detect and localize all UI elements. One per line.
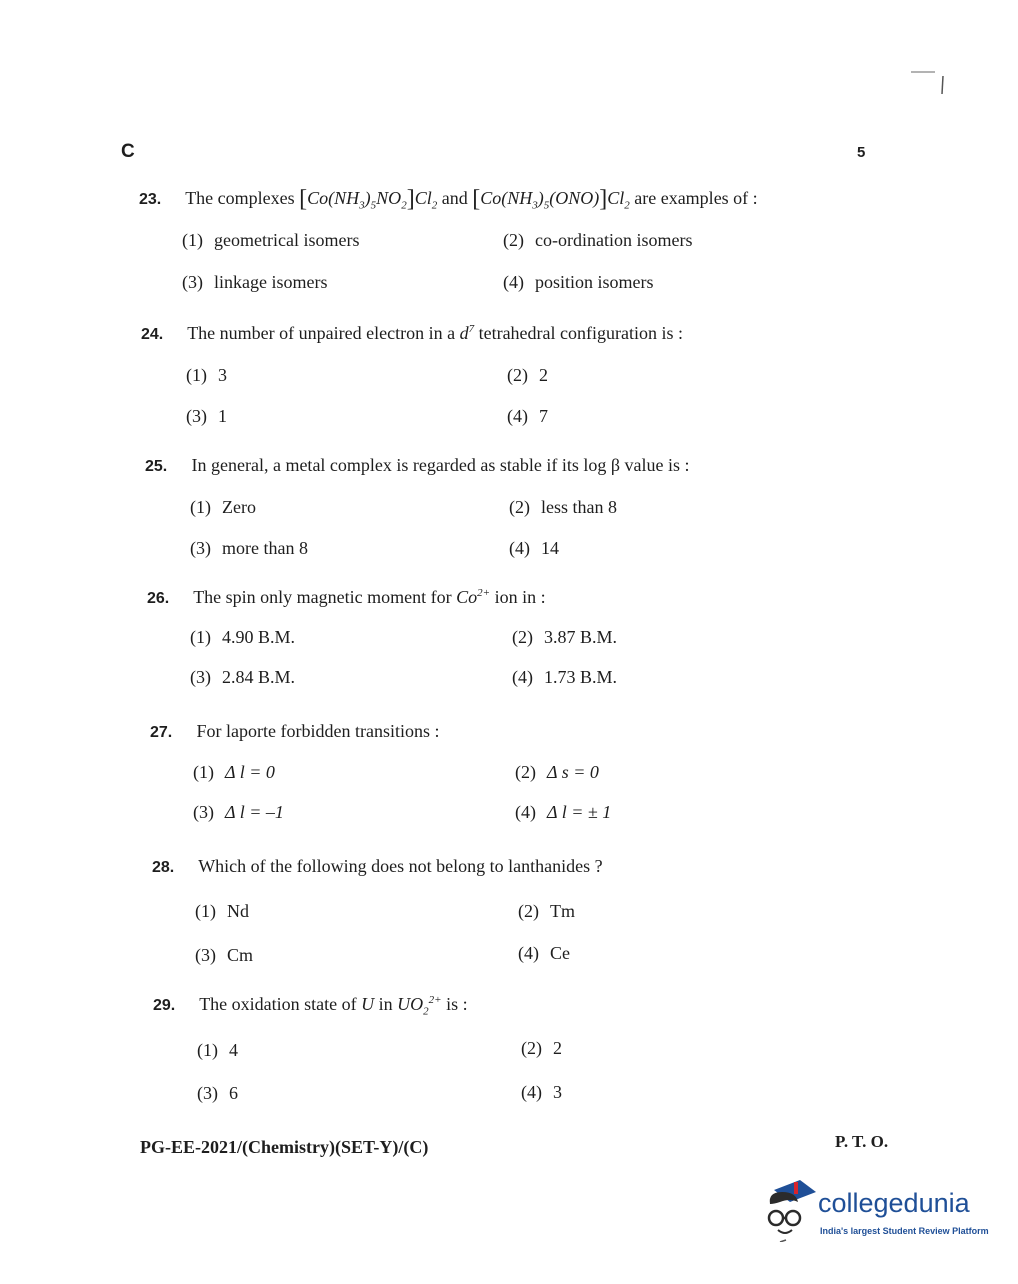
option-3: (3) Δ l = –1 [193, 802, 284, 822]
logo-wordmark: collegedunia [818, 1188, 970, 1218]
question-stem: 28. Which of the following does not belong to lanthanides ? [152, 856, 603, 876]
option-2: (2) Δ s = 0 [515, 762, 599, 782]
option-2: (2) 2 [521, 1038, 562, 1058]
option-4: (4) 14 [509, 538, 559, 558]
question-stem: 27. For laporte forbidden transitions : [150, 721, 440, 741]
pto-label: P. T. O. [835, 1132, 889, 1151]
option-3: (3) 2.84 B.M. [190, 667, 296, 687]
question-stem: 23. The complexes $[Co(NH_3)_5NO_2]Cl_2$ and $[Co(NH_3)_5(ONO)]Cl_2$ are examples of : [139, 186, 758, 212]
option-1: (1) 4 [197, 1040, 238, 1060]
paper-code: PG-EE-2021/(Chemistry)(SET-Y)/(C) [140, 1137, 429, 1157]
collegedunia-logo [760, 1178, 990, 1246]
option-4: (4) 1.73 B.M. [512, 667, 618, 687]
option-1: (1) 3 [186, 365, 227, 385]
option-4: (4) 7 [507, 406, 548, 426]
option-3: (3) linkage isomers [182, 272, 328, 292]
option-1: (1) geometrical isomers [182, 230, 360, 250]
question-number: 23. [139, 191, 162, 208]
option-2: (2) less than 8 [509, 497, 617, 517]
formula-d7: $d^7$ [459, 323, 475, 343]
option-2: (2) 3.87 B.M. [512, 627, 618, 647]
formula-nitrito-complex: $[Co(NH_3)_5(ONO)]Cl_2$ [472, 186, 630, 212]
formula-uranyl-ion: $UO_2^{2+}$ [397, 994, 442, 1018]
option-3: (3) 1 [186, 406, 227, 426]
question-stem: 25. In general, a metal complex is regarded as stable if its log β value is : [145, 455, 690, 475]
option-4: (4) Δ l = ± 1 [515, 802, 612, 822]
set-letter: C [121, 141, 135, 162]
question-number: 28. [152, 859, 175, 876]
option-3: (3) more than 8 [190, 538, 308, 558]
question-number: 27. [150, 724, 173, 741]
option-1: (1) Zero [190, 497, 256, 517]
option-3: (3) Cm [195, 945, 254, 965]
page-number: 5 [857, 144, 866, 161]
formula-nitro-complex: $[Co(NH_3)_5NO_2]Cl_2$ [299, 186, 438, 212]
option-2: (2) Tm [518, 901, 575, 921]
option-1: (1) Δ l = 0 [193, 762, 275, 782]
mascot-icon [760, 1178, 816, 1242]
question-number: 26. [147, 590, 170, 607]
question-number: 24. [141, 326, 164, 343]
question-stem: 24. The number of unpaired electron in a $d^7$ tetrahedral configuration is : [141, 323, 684, 343]
formula-co2-ion: $Co^{2+}$ [456, 587, 491, 607]
question-number: 25. [145, 458, 168, 475]
option-2: (2) 2 [507, 365, 548, 385]
question-stem: 29. The oxidation state of U in $UO_2^{2+}$ is : [153, 994, 468, 1018]
logo-tagline: India's largest Student Review Platform [820, 1226, 989, 1236]
option-4: (4) 3 [521, 1082, 562, 1102]
option-3: (3) 6 [197, 1083, 238, 1103]
option-1: (1) 4.90 B.M. [190, 627, 296, 647]
question-stem: 26. The spin only magnetic moment for $Co^{2+}$ ion in : [147, 587, 546, 607]
option-2: (2) co-ordination isomers [503, 230, 693, 250]
question-number: 29. [153, 997, 176, 1014]
scan-artifact [905, 68, 945, 98]
option-4: (4) position isomers [503, 272, 654, 292]
option-4: (4) Ce [518, 943, 570, 963]
option-1: (1) Nd [195, 901, 249, 921]
